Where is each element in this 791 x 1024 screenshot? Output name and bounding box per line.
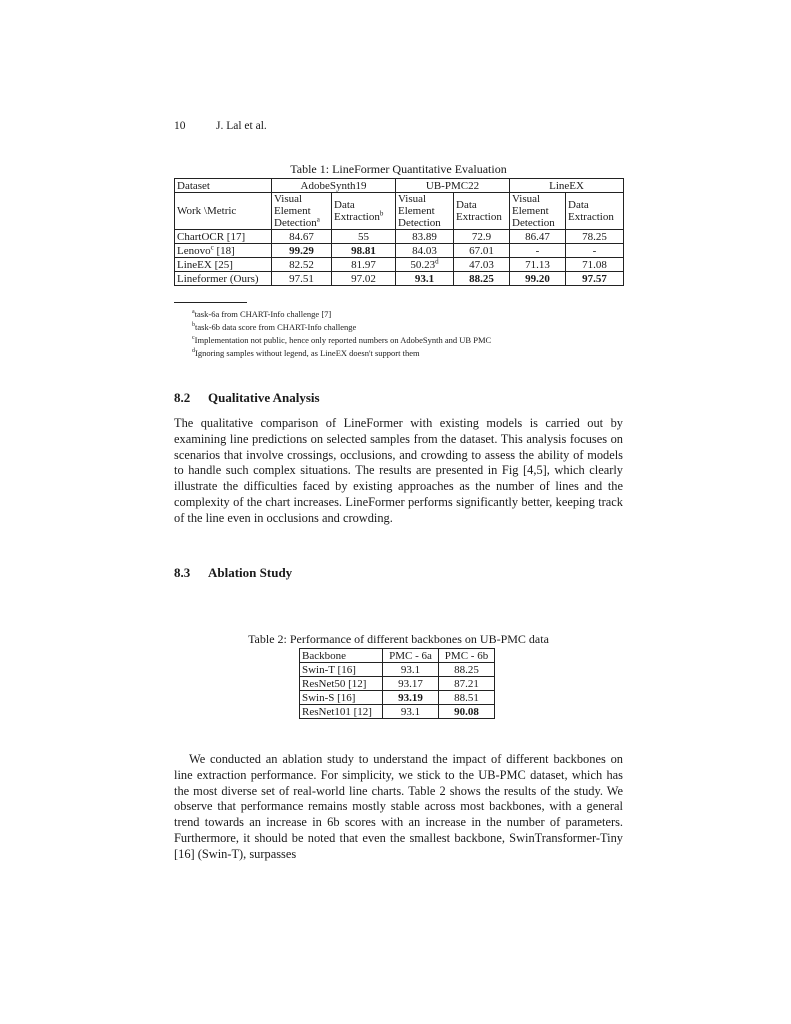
table2-cell: 90.08 bbox=[439, 705, 495, 719]
table2-backbone: ResNet50 [12] bbox=[300, 677, 383, 691]
footnote: $^b$task-6b data score from CHART-Info challenge bbox=[192, 322, 357, 332]
table1-cell: - bbox=[510, 244, 566, 258]
section-heading: 8.3 Ablation Study bbox=[174, 565, 293, 580]
table1-cell: 71.08 bbox=[566, 258, 624, 272]
table1-cell: 78.25 bbox=[566, 230, 624, 244]
table2-backbone: ResNet101 [12] bbox=[300, 705, 383, 719]
table1-row bbox=[175, 230, 624, 244]
table1-cell: 83.89 bbox=[396, 230, 454, 244]
table1-cell: 99.29 bbox=[272, 244, 332, 258]
table2-cell: 93.1 bbox=[383, 663, 439, 677]
table2-row bbox=[300, 677, 495, 691]
table1-metric-data: Data Extraction$^b$ bbox=[332, 193, 396, 230]
table1-cell: 84.03 bbox=[396, 244, 454, 258]
footnote: $^d$Ignoring samples without legend, as LineEX doesn't support them bbox=[192, 348, 420, 358]
table1-cell: 81.97 bbox=[332, 258, 396, 272]
table2 bbox=[299, 648, 495, 719]
table1-cell: 82.52 bbox=[272, 258, 332, 272]
table1-dataset-header: LineEX bbox=[510, 179, 624, 193]
table1-method: Lineformer (Ours) bbox=[175, 272, 272, 286]
table2-cell: 93.17 bbox=[383, 677, 439, 691]
table1-dataset-header: UB-PMC22 bbox=[396, 179, 510, 193]
table1 bbox=[174, 178, 624, 286]
table2-row bbox=[300, 691, 495, 705]
table1-cell: 97.02 bbox=[332, 272, 396, 286]
table1-cell: 47.03 bbox=[454, 258, 510, 272]
table2-backbone: Swin-S [16] bbox=[300, 691, 383, 705]
table1-dataset-header: AdobeSynth19 bbox=[272, 179, 396, 193]
section-heading: 8.2 Qualitative Analysis bbox=[174, 390, 320, 405]
table2-backbone: Swin-T [16] bbox=[300, 663, 383, 677]
table1-cell: 97.51 bbox=[272, 272, 332, 286]
body-paragraph: The qualitative comparison of LineFormer with existing models is carried out by examining line predictions on selected samples from the dataset. This analysis focuses on scenarios that involve crossings, occlusions, and crowding to assess the ability of models to handle such complex situations. The results are presented in Fig [4,5], which clearly illustrate the difficulties faced by existing approaches as the number of lines and the complexity of the chart increases. LineFormer performs significantly better, keeping track of the line even in occlusions and crowding. bbox=[174, 416, 623, 525]
table1-method: LineEX [25] bbox=[175, 258, 272, 272]
table1-cell: 97.57 bbox=[566, 272, 624, 286]
table1-metric-visual: Visual Element Detection$^a$ bbox=[272, 193, 332, 230]
footnote-rule bbox=[174, 302, 247, 303]
table1-cell: 72.9 bbox=[454, 230, 510, 244]
table2-row bbox=[300, 705, 495, 719]
table1-cell: 71.13 bbox=[510, 258, 566, 272]
table1-metric-visual: Visual Element Detection bbox=[510, 193, 566, 230]
table1-metric-data: Data Extraction bbox=[454, 193, 510, 230]
table1-cell: 99.20 bbox=[510, 272, 566, 286]
running-header bbox=[174, 120, 267, 132]
table1-cell: 93.1 bbox=[396, 272, 454, 286]
body-paragraph: We conducted an ablation study to understand the impact of different backbones on line extraction performance. For simplicity, we stick to the UB-PMC dataset, which has the most diverse set of real-world line charts. Table 2 shows the results of the study. We observe that performance remains mostly stable across most backbones, with a general trend towards an increase in 6b scores with an increase in the number of parameters. Furthermore, it should be noted that even the smallest backbone, SwinTransformer-Tiny [16] (Swin-T), surpasses bbox=[174, 752, 623, 861]
table1-cell: 98.81 bbox=[332, 244, 396, 258]
table1-cell: 86.47 bbox=[510, 230, 566, 244]
table1-row bbox=[175, 272, 624, 286]
table1-cell: 50.23$^d$ bbox=[396, 258, 454, 272]
page-number: 10 bbox=[174, 120, 186, 132]
table1-cell: - bbox=[566, 244, 624, 258]
table1-cell: 67.01 bbox=[454, 244, 510, 258]
table1-cell: 88.25 bbox=[454, 272, 510, 286]
table1-row bbox=[175, 258, 624, 272]
table1-metric-row bbox=[175, 193, 624, 230]
table2-caption: Table 2: Performance of different backbones on UB-PMC data bbox=[248, 632, 549, 646]
table1-dataset-row bbox=[175, 179, 624, 193]
footnote: $^a$task-6a from CHART-Info challenge [7] bbox=[192, 309, 332, 319]
table1-method: Lenovo$^c$ [18] bbox=[175, 244, 272, 258]
running-authors: J. Lal et al. bbox=[216, 120, 267, 132]
table2-header-row bbox=[300, 649, 495, 663]
table2-header: PMC - 6a bbox=[383, 649, 439, 663]
table1-method: ChartOCR [17] bbox=[175, 230, 272, 244]
table1-metric-visual: Visual Element Detection bbox=[396, 193, 454, 230]
table1-cell: 55 bbox=[332, 230, 396, 244]
table1-dataset-label: Dataset bbox=[175, 179, 272, 193]
table2-header: PMC - 6b bbox=[439, 649, 495, 663]
table2-header: Backbone bbox=[300, 649, 383, 663]
table2-cell: 88.51 bbox=[439, 691, 495, 705]
footnote: $^c$Implementation not public, hence only reported numbers on AdobeSynth and UB PMC bbox=[192, 335, 492, 345]
table1-metric-label: Work \Metric bbox=[175, 193, 272, 230]
table2-cell: 93.19 bbox=[383, 691, 439, 705]
table1-caption: Table 1: LineFormer Quantitative Evaluation bbox=[290, 162, 507, 176]
table1-metric-data: Data Extraction bbox=[566, 193, 624, 230]
table2-cell: 93.1 bbox=[383, 705, 439, 719]
table2-row bbox=[300, 663, 495, 677]
table1-cell: 84.67 bbox=[272, 230, 332, 244]
table2-cell: 88.25 bbox=[439, 663, 495, 677]
table1-row bbox=[175, 244, 624, 258]
table2-cell: 87.21 bbox=[439, 677, 495, 691]
